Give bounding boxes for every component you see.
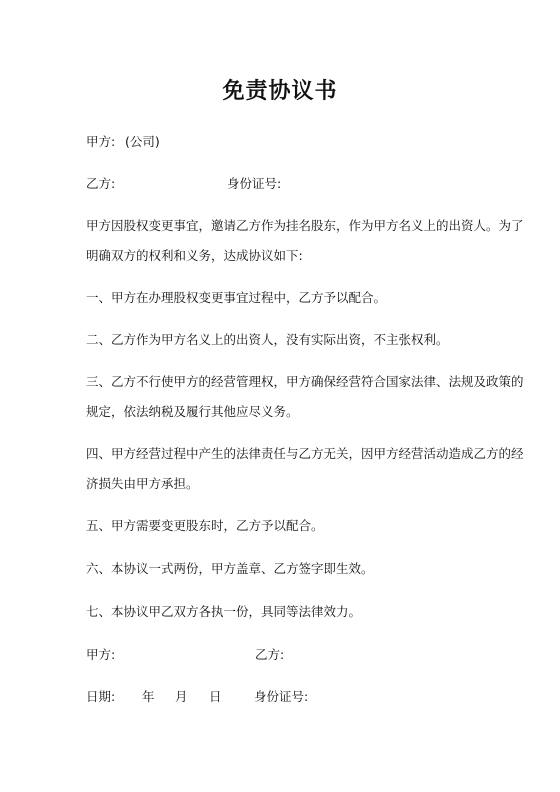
clause-line: 五、甲方需要变更股东时，乙方予以配合。 (86, 518, 324, 533)
clause-line: 一、甲方在办理股权变更事宜过程中，乙方予以配合。 (86, 290, 387, 305)
party-a-line (86, 134, 486, 150)
signature-date-line (86, 689, 486, 705)
intro-paragraph (86, 218, 524, 264)
party-b-id-label: 身份证号: (227, 176, 282, 191)
clause-line: 规定，依法纳税及履行其他应尽义务。 (86, 403, 299, 419)
clause-5 (86, 518, 486, 534)
signature-id-label: 身份证号: (254, 689, 309, 704)
month-label: 月 (175, 689, 188, 704)
clause-line: 六、本协议一式两份，甲方盖章、乙方签字即生效。 (86, 561, 374, 576)
party-b-label: 乙方: (86, 176, 116, 191)
signature-party-a-label: 甲方: (86, 647, 116, 662)
date-label: 日期: (86, 689, 116, 704)
clause-6 (86, 561, 486, 577)
clause-line: 四、甲方经营过程中产生的法律责任与乙方无关，因甲方经营活动造成乙方的经 (86, 446, 524, 461)
clause-2 (86, 332, 486, 348)
year-label: 年 (142, 689, 155, 704)
clause-4 (86, 446, 524, 492)
clause-3 (86, 374, 524, 420)
document-title: 免责协议书 (222, 79, 338, 104)
intro-line: 甲方因股权变更事宜，邀请乙方作为挂名股东，作为甲方名义上的出资人。为了 (86, 218, 524, 233)
intro-line: 明确双方的权利和义务，达成协议如下: (86, 247, 303, 263)
clause-line: 七、本协议甲乙双方各执一份，具同等法律效力。 (86, 604, 362, 619)
party-b-line (86, 176, 486, 192)
clause-1 (86, 290, 486, 306)
signature-parties-line (86, 647, 486, 663)
clause-line: 济损失由甲方承担。 (86, 475, 199, 491)
party-a-note: (公司) (125, 134, 160, 149)
clause-7 (86, 604, 486, 620)
day-label: 日 (209, 689, 222, 704)
signature-party-b-label: 乙方: (255, 647, 285, 662)
clause-line: 二、乙方作为甲方名义上的出资人，没有实际出资，不主张权利。 (86, 332, 449, 347)
clause-line: 三、乙方不行使甲方的经营管理权，甲方确保经营符合国家法律、法规及政策的 (86, 374, 524, 389)
party-a-label: 甲方: (86, 134, 116, 149)
